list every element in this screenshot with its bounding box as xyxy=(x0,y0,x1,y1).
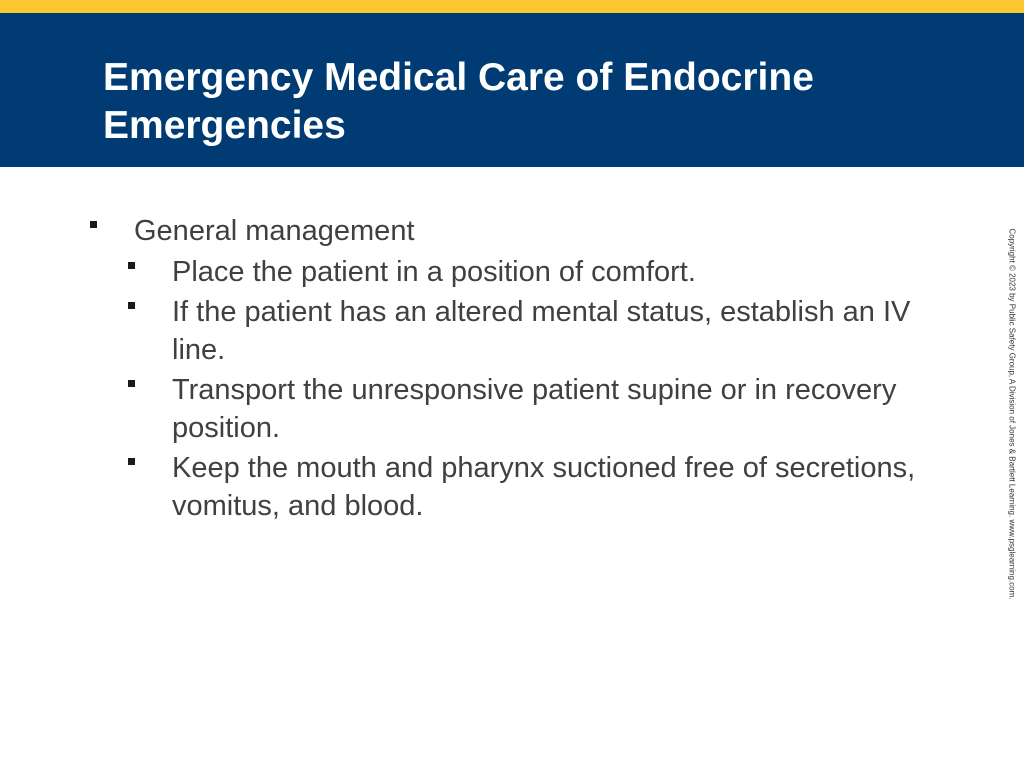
slide-title: Emergency Medical Care of Endocrine Emergencies xyxy=(103,56,814,147)
square-bullet-icon xyxy=(128,262,135,269)
sub-bullet-position-of-comfort: Place the patient in a position of comfort. xyxy=(172,256,696,288)
square-bullet-icon xyxy=(128,458,135,465)
sub-bullet-iv-line: If the patient has an altered mental status, establish an IV line. xyxy=(172,296,911,366)
sub-bullet-suction-airway: Keep the mouth and pharynx suctioned free of secretions, vomitus, and blood. xyxy=(172,452,916,522)
square-bullet-icon xyxy=(128,380,135,387)
sub-bullet-transport-supine: Transport the unresponsive patient supine or in recovery position. xyxy=(172,374,897,444)
square-bullet-icon xyxy=(90,221,97,228)
copyright-notice: Copyright © 2023 by Public Safety Group, A Division of Jones & Bartlett Learning. www.psglearning.com. xyxy=(1007,228,1017,600)
square-bullet-icon xyxy=(128,302,135,309)
bullet-general-management: General management xyxy=(134,215,415,247)
